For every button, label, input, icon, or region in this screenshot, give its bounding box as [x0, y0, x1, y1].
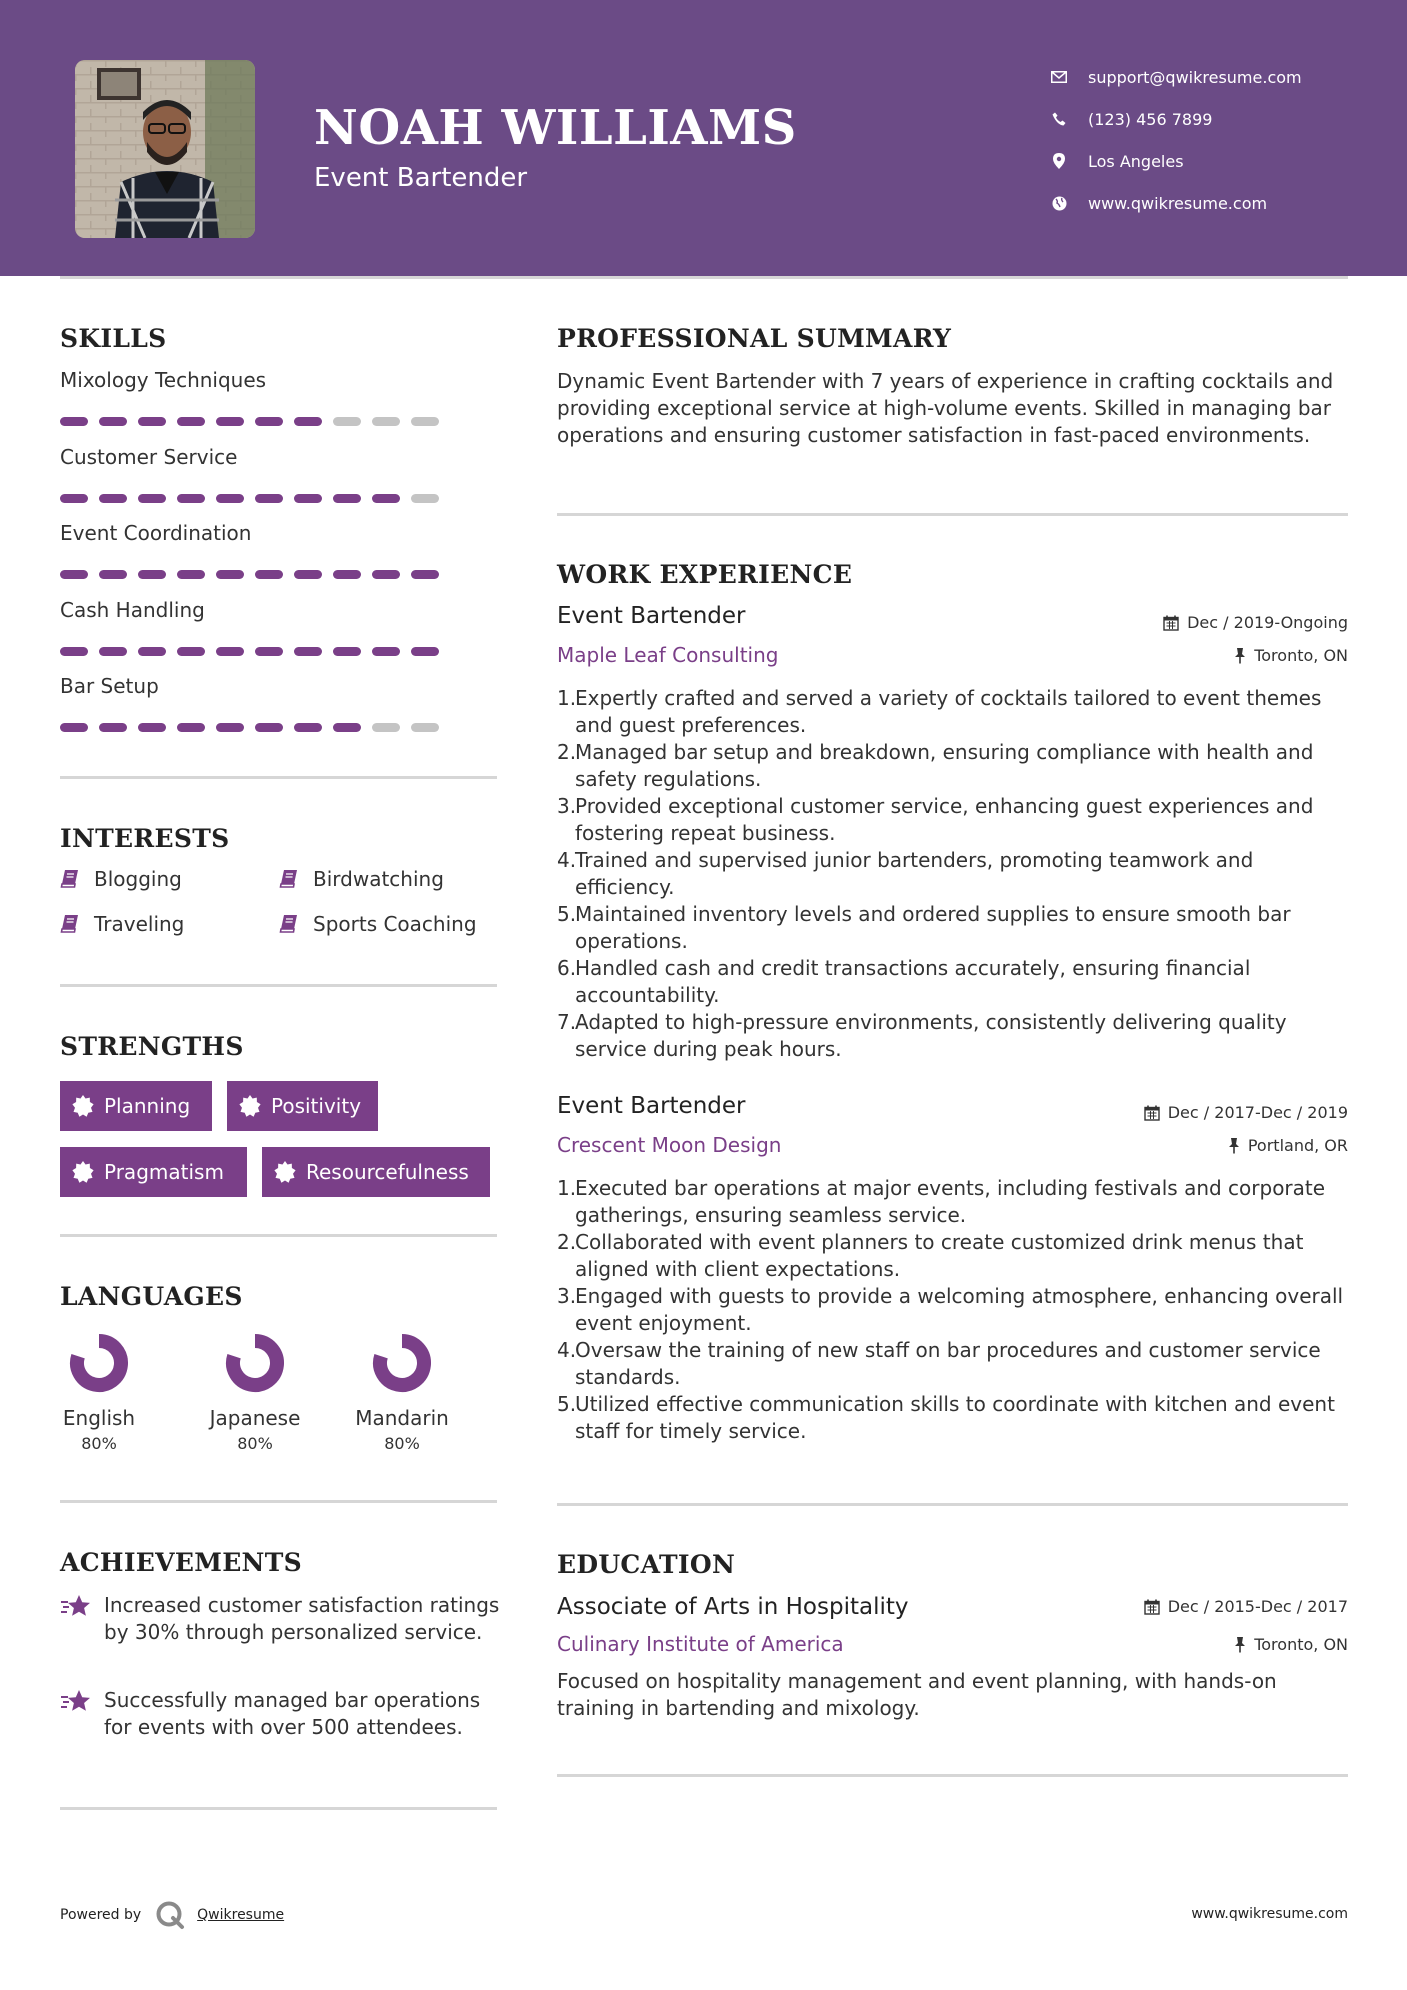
skill-dot-filled: [255, 647, 283, 656]
skill-dot-filled: [177, 494, 205, 503]
summary-divider: [557, 513, 1348, 516]
trophy-star-icon: [60, 1592, 104, 1646]
footer-url[interactable]: www.qwikresume.com: [1191, 1906, 1348, 1922]
job-date-text: Dec / 2017-Dec / 2019: [1167, 1103, 1348, 1122]
location-pin-icon: [1050, 152, 1068, 170]
job-bullet: 2. Managed bar setup and breakdown, ensuring compliance with health and safety regulations.: [557, 740, 1314, 791]
language-percent: 80%: [384, 1434, 420, 1453]
skill-dot-filled: [294, 647, 322, 656]
skill-dot-filled: [216, 494, 244, 503]
job-location-text: Portland, OR: [1247, 1136, 1348, 1155]
skill-dot-filled: [255, 570, 283, 579]
job-company: Maple Leaf Consulting: [557, 643, 779, 667]
job-title: Event Bartender: [557, 1093, 746, 1119]
language-name: Mandarin: [355, 1406, 449, 1430]
pushpin-icon: [1228, 1138, 1240, 1154]
skill-dot-filled: [177, 570, 205, 579]
contact-location: [1050, 140, 1390, 182]
skill-dot-empty: [333, 417, 361, 426]
skill-dot-filled: [99, 723, 127, 732]
skill-dot-filled: [294, 723, 322, 732]
language-ring: [224, 1332, 286, 1394]
achievements-divider: [60, 1807, 497, 1810]
book-icon: [279, 869, 299, 889]
skill-dot-empty: [372, 417, 400, 426]
skill-dot-empty: [372, 723, 400, 732]
candidate-title: Event Bartender: [314, 163, 528, 193]
badge-star-icon: [239, 1095, 261, 1117]
skill-label: Bar Setup: [60, 674, 159, 698]
job-company: Crescent Moon Design: [557, 1133, 782, 1157]
job-bullets: [557, 1175, 1357, 1445]
skill-dot-filled: [372, 494, 400, 503]
skill-dot-filled: [60, 723, 88, 732]
achievement-text: Increased customer satisfaction ratings by 30% through personalized service.: [104, 1593, 500, 1644]
job-date: [1163, 613, 1348, 632]
badge-star-icon: [72, 1095, 94, 1117]
education-text: Focused on hospitality management and event planning, with hands-on training in bartending and mixology.: [557, 1669, 1277, 1720]
skills-divider: [60, 776, 497, 779]
achievement-item: [60, 1592, 500, 1646]
job-bullet: 7. Adapted to high-pressure environments, consistently delivering quality service during peak hours.: [557, 1010, 1287, 1061]
skill-dot-empty: [411, 494, 439, 503]
skill-dot-filled: [333, 647, 361, 656]
strengths-divider: [60, 1234, 497, 1237]
badge-star-icon: [274, 1161, 296, 1183]
language-ring: [68, 1332, 130, 1394]
job-bullet: 5. Utilized effective communication skills to coordinate with kitchen and event staff for timely service.: [557, 1392, 1335, 1443]
skill-meter: [60, 723, 439, 732]
job-bullet: 2. Collaborated with event planners to create customized drink menus that aligned with client expectations.: [557, 1230, 1304, 1281]
job-bullet: 3. Provided exceptional customer service, enhancing guest experiences and fostering repeat business.: [557, 794, 1314, 845]
language-percent: 80%: [81, 1434, 117, 1453]
skill-dot-filled: [177, 723, 205, 732]
skill-dot-filled: [333, 723, 361, 732]
education-location: [1234, 1635, 1348, 1654]
skill-dot-filled: [216, 647, 244, 656]
skill-dot-filled: [60, 494, 88, 503]
badge-star-icon: [72, 1161, 94, 1183]
job-location: [1234, 646, 1348, 665]
skill-dot-filled: [60, 570, 88, 579]
contact-website[interactable]: [1050, 182, 1390, 224]
contact-website-text: www.qwikresume.com: [1088, 193, 1268, 213]
language-percent: 80%: [237, 1434, 273, 1453]
skill-meter: [60, 570, 439, 579]
job-location-text: Toronto, ON: [1254, 646, 1348, 665]
skill-dot-filled: [255, 417, 283, 426]
achievement-item: [60, 1687, 500, 1741]
skill-dot-filled: [99, 417, 127, 426]
interest-label: Birdwatching: [313, 867, 444, 891]
job-bullet: 4. Oversaw the training of new staff on bar procedures and customer service standards.: [557, 1338, 1321, 1389]
contact-email[interactable]: [1050, 56, 1390, 98]
interest-label: Blogging: [94, 867, 182, 891]
achievements-title: ACHIEVEMENTS: [60, 1548, 302, 1577]
pushpin-icon: [1234, 648, 1246, 664]
skill-dot-filled: [294, 494, 322, 503]
experience-title: WORK EXPERIENCE: [557, 560, 853, 589]
skill-dot-filled: [411, 570, 439, 579]
skill-label: Cash Handling: [60, 597, 205, 622]
job-date-text: Dec / 2019-Ongoing: [1187, 613, 1348, 632]
skill-dot-filled: [216, 417, 244, 426]
skill-dot-filled: [177, 417, 205, 426]
skill-dot-filled: [255, 723, 283, 732]
skill-dot-filled: [255, 494, 283, 503]
qwikresume-logo-icon: [155, 1900, 185, 1930]
profile-photo: [75, 60, 255, 238]
experience-divider: [557, 1503, 1348, 1506]
job-bullet: 1. Executed bar operations at major events, including festivals and corporate gatherings, ensuring seamless service.: [557, 1176, 1326, 1227]
globe-icon: [1050, 194, 1068, 212]
skill-label: Customer Service: [60, 444, 238, 469]
contact-phone[interactable]: [1050, 98, 1390, 140]
skill-dot-filled: [372, 647, 400, 656]
skill-dot-filled: [138, 417, 166, 426]
qwikresume-link[interactable]: Qwikresume: [197, 1907, 285, 1923]
summary-text: Dynamic Event Bartender with 7 years of experience in crafting cocktails and providing exceptional service at high-volume events. Skilled in managing bar operations and ensuring customer satisfaction in fast-paced environments.: [557, 369, 1334, 447]
skill-dot-filled: [294, 417, 322, 426]
language-ring-arc: [233, 1341, 277, 1385]
skill-dot-filled: [138, 570, 166, 579]
calendar-icon: [1163, 615, 1179, 631]
job-bullet: 5. Maintained inventory levels and ordered supplies to ensure smooth bar operations.: [557, 902, 1291, 953]
job-bullet: 3. Engaged with guests to provide a welcoming atmosphere, enhancing overall event enjoyment.: [557, 1284, 1344, 1335]
pushpin-icon: [1234, 1637, 1246, 1653]
language-name: Japanese: [209, 1406, 301, 1430]
skill-dot-filled: [60, 417, 88, 426]
header-divider: [60, 276, 1348, 279]
calendar-icon: [1144, 1105, 1160, 1121]
job-bullet: 6. Handled cash and credit transactions accurately, ensuring financial accountability.: [557, 956, 1251, 1007]
interest-item: [60, 912, 184, 936]
contact-list: [1050, 56, 1390, 224]
summary-title: PROFESSIONAL SUMMARY: [557, 324, 952, 353]
interest-item: [60, 867, 182, 891]
language-item: [195, 1332, 315, 1453]
language-ring: [371, 1332, 433, 1394]
language-item: [342, 1332, 462, 1453]
education-degree: Associate of Arts in Hospitality: [557, 1594, 909, 1620]
envelope-icon: [1050, 68, 1068, 86]
skill-dot-filled: [216, 570, 244, 579]
skill-label: Mixology Techniques: [60, 368, 267, 392]
strength-label: Planning: [104, 1094, 191, 1118]
strength-label: Pragmatism: [104, 1160, 224, 1184]
skill-dot-filled: [177, 647, 205, 656]
interests-title: INTERESTS: [60, 824, 230, 853]
strengths-title: STRENGTHS: [60, 1032, 244, 1061]
resume-header: [0, 0, 1407, 276]
job-bullet: 4. Trained and supervised junior bartenders, promoting teamwork and efficiency.: [557, 848, 1254, 899]
phone-icon: [1050, 110, 1068, 128]
strength-badge: [60, 1081, 212, 1131]
calendar-icon: [1144, 1599, 1160, 1615]
book-icon: [60, 914, 80, 934]
contact-phone-text: (123) 456 7899: [1088, 109, 1213, 129]
education-date-text: Dec / 2015-Dec / 2017: [1167, 1597, 1348, 1616]
language-item: [39, 1332, 159, 1453]
job-bullet: 1. Expertly crafted and served a variety of cocktails tailored to event themes and guest preferences.: [557, 686, 1322, 737]
skill-dot-filled: [99, 494, 127, 503]
job-date: [1144, 1103, 1348, 1122]
interests-divider: [60, 984, 497, 987]
powered-by-label: Powered by: [60, 1907, 142, 1923]
skill-dot-filled: [138, 647, 166, 656]
education-location-text: Toronto, ON: [1254, 1635, 1348, 1654]
book-icon: [60, 869, 80, 889]
interest-label: Traveling: [94, 912, 185, 936]
skill-label: Event Coordination: [60, 521, 252, 545]
education-school: Culinary Institute of America: [557, 1632, 844, 1656]
strength-label: Resourcefulness: [306, 1160, 469, 1184]
strength-badge: [227, 1081, 378, 1131]
strength-badge: [60, 1147, 247, 1197]
skill-dot-filled: [99, 570, 127, 579]
education-title: EDUCATION: [557, 1550, 736, 1579]
job-location: [1228, 1136, 1348, 1155]
skill-dot-filled: [99, 647, 127, 656]
education-divider: [557, 1774, 1348, 1777]
skill-dot-filled: [333, 570, 361, 579]
job-title: Event Bartender: [557, 603, 746, 629]
skill-dot-filled: [138, 723, 166, 732]
languages-divider: [60, 1500, 497, 1503]
interest-item: [279, 912, 477, 936]
achievement-text: Successfully managed bar operations for events with over 500 attendees.: [104, 1688, 481, 1739]
languages-title: LANGUAGES: [60, 1282, 243, 1311]
strength-label: Positivity: [271, 1094, 362, 1118]
language-name: English: [62, 1406, 136, 1430]
book-icon: [279, 914, 299, 934]
skill-dot-filled: [411, 647, 439, 656]
skill-dot-filled: [60, 647, 88, 656]
skill-dot-filled: [333, 494, 361, 503]
skill-meter: [60, 647, 439, 656]
skill-meter: [60, 494, 439, 503]
skill-dot-empty: [411, 417, 439, 426]
skill-dot-empty: [411, 723, 439, 732]
skills-title: SKILLS: [60, 324, 167, 353]
contact-email-text: support@qwikresume.com: [1088, 67, 1302, 87]
language-ring-arc: [380, 1341, 424, 1385]
interest-item: [279, 867, 444, 891]
skill-dot-filled: [216, 723, 244, 732]
skill-dot-filled: [294, 570, 322, 579]
skill-dot-filled: [138, 494, 166, 503]
contact-location-text: Los Angeles: [1088, 151, 1184, 171]
candidate-name: NOAH WILLIAMS: [314, 100, 797, 156]
language-ring-arc: [77, 1341, 121, 1385]
footer-powered-by: [60, 1900, 284, 1930]
trophy-star-icon: [60, 1687, 104, 1741]
skill-meter: [60, 417, 439, 426]
education-date: [1144, 1597, 1348, 1616]
job-bullets: [557, 685, 1357, 1063]
interest-label: Sports Coaching: [313, 912, 477, 936]
skill-dot-filled: [372, 570, 400, 579]
strength-badge: [262, 1147, 490, 1197]
